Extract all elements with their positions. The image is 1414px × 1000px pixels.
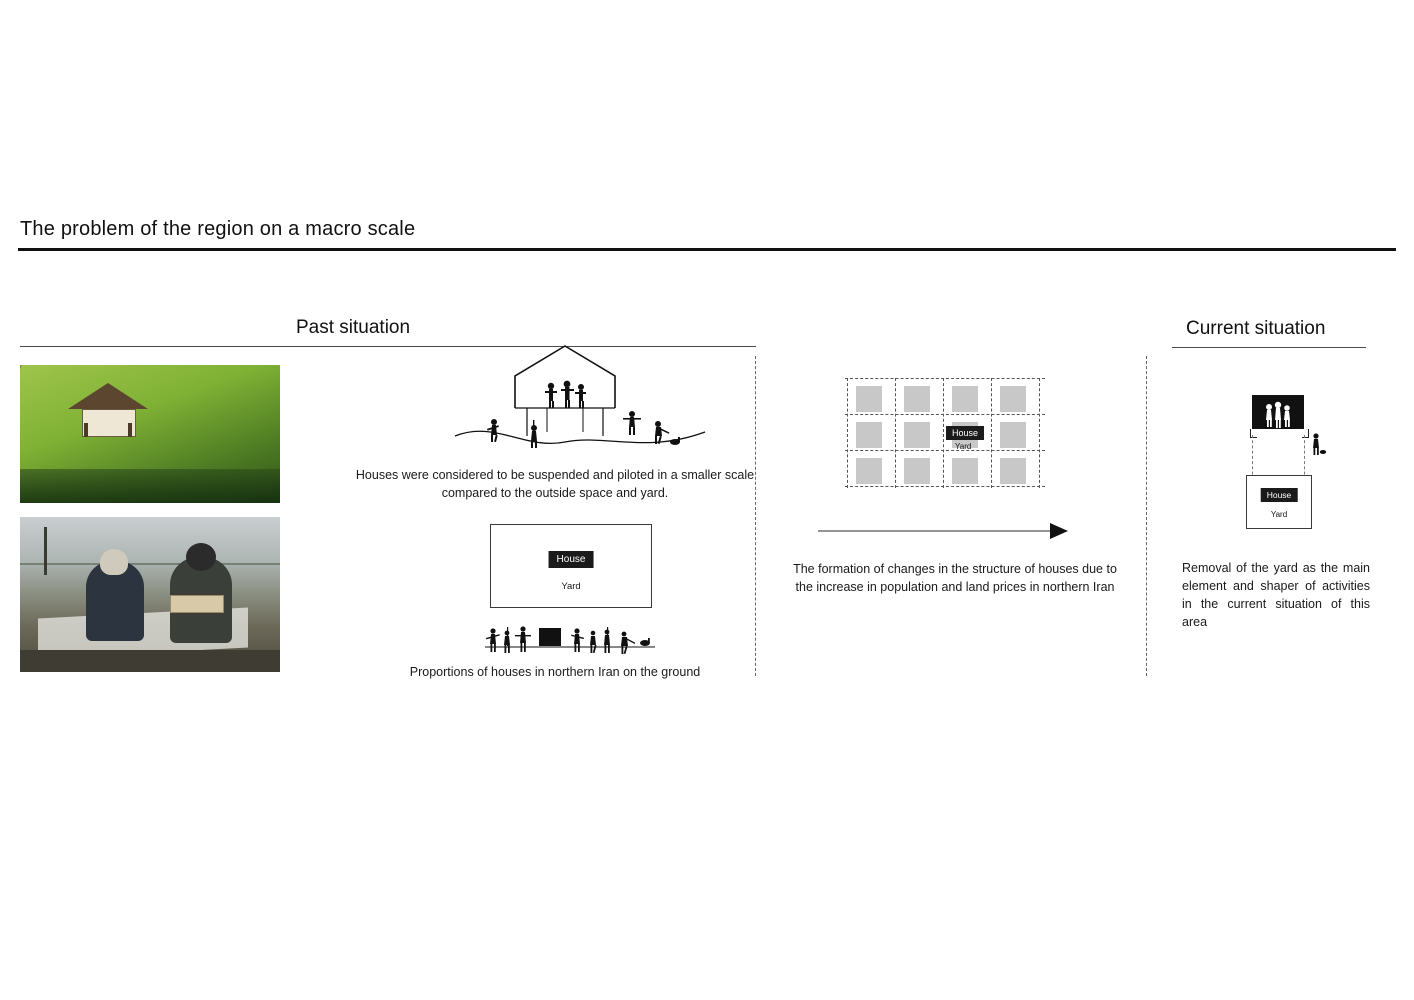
- grid-cell: [904, 458, 930, 484]
- ground-proportion-figures: [485, 620, 655, 650]
- grid-line-vertical: [991, 378, 992, 488]
- grid-cell: [1000, 386, 1026, 412]
- transition-arrow: [818, 523, 1068, 539]
- grid-cell: [1000, 422, 1026, 448]
- women-harvest-photo: [20, 517, 280, 672]
- hut-post-right: [128, 423, 132, 437]
- grid-cell: [856, 422, 882, 448]
- standing-figure-icon: [1310, 433, 1326, 455]
- formation-caption: The formation of changes in the structure of houses due to the increase in population and land prices in northern Iran: [793, 562, 1117, 595]
- past-situation-divider: [20, 346, 756, 347]
- vertical-dashed-separator-left: [755, 356, 756, 676]
- grid-line-horizontal: [845, 378, 1045, 379]
- grid-line-horizontal: [845, 486, 1045, 487]
- grid-line-horizontal: [845, 414, 1045, 415]
- house-chip-label: House: [549, 551, 594, 568]
- proportions-caption: Proportions of houses in northern Iran on the ground: [409, 665, 701, 679]
- hut-post-left: [84, 423, 88, 437]
- stacked-house-block: [1252, 395, 1304, 429]
- vertical-dashed-separator-right: [1146, 356, 1147, 676]
- grid-line-vertical: [895, 378, 896, 488]
- title-divider: [18, 248, 1396, 251]
- grid-cell: [952, 386, 978, 412]
- grid-cell: [1000, 458, 1026, 484]
- grid-cell: [904, 386, 930, 412]
- ground-strip: [20, 650, 280, 672]
- page-title: The problem of the region on a macro scale: [20, 218, 416, 240]
- urban-grid-diagram: [845, 378, 1045, 488]
- grid-line-vertical: [1039, 378, 1040, 488]
- current-situation-heading: Current situation: [1186, 318, 1326, 339]
- grid-cell: [952, 458, 978, 484]
- current-yard-label: Yard: [1270, 510, 1288, 519]
- grid-line-vertical: [943, 378, 944, 488]
- past-situation-heading: Past situation: [296, 317, 411, 338]
- rice-bundle: [170, 595, 224, 613]
- grid-cell: [856, 458, 882, 484]
- stilt-house-sketch: [455, 358, 705, 463]
- grid-yard-label: Yard: [955, 442, 972, 451]
- horizon-line: [20, 563, 280, 565]
- bare-tree: [44, 527, 47, 575]
- current-house-chip-label: House: [1261, 488, 1298, 502]
- grid-line-vertical: [847, 378, 848, 488]
- grid-cell: [904, 422, 930, 448]
- current-situation-caption: Removal of the yard as the main element and shaper of activities in the current situation of this area: [1182, 561, 1370, 630]
- grid-house-chip-label: House: [946, 426, 984, 440]
- woman-figure-left: [86, 561, 144, 641]
- rice-terraces-hut-photo: [20, 365, 280, 503]
- yard-label: Yard: [561, 581, 581, 592]
- current-house-yard-diagram: [1240, 395, 1350, 535]
- past-house-yard-diagram: [490, 524, 652, 608]
- current-situation-divider: [1172, 347, 1366, 348]
- hut-illustration: [68, 383, 148, 437]
- current-yard-box: [1246, 475, 1312, 529]
- hut-roof: [68, 383, 148, 409]
- paddy-water: [20, 469, 280, 503]
- grid-cell: [856, 386, 882, 412]
- grid-line-horizontal: [845, 450, 1045, 451]
- stilt-house-caption: Houses were considered to be suspended and piloted in a smaller scale compared to the outside space and yard.: [355, 468, 755, 501]
